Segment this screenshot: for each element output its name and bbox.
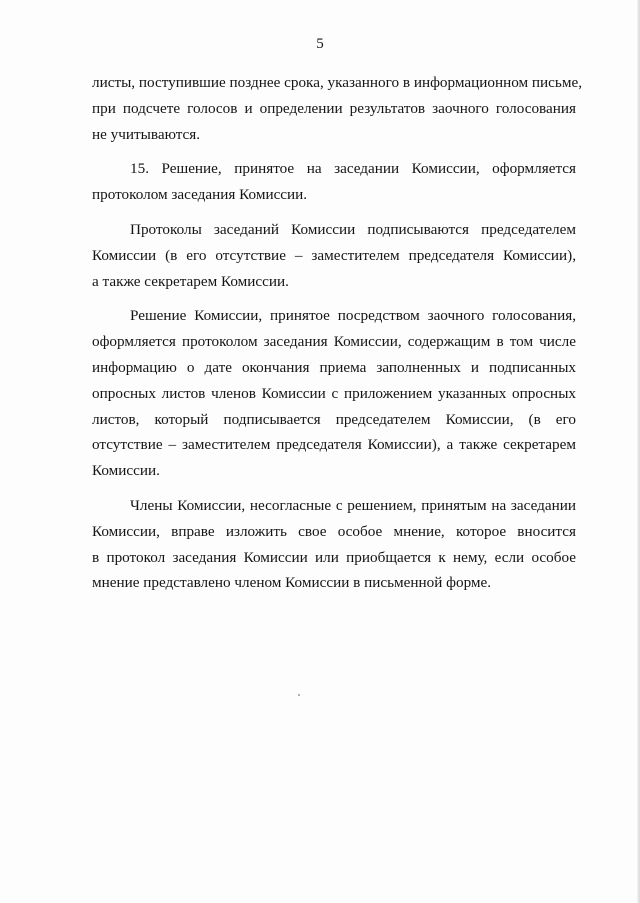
- text-line: мнение представлено членом Комиссии в письменной форме.: [92, 574, 492, 592]
- text-line: опросных листов членов Комиссии с приложением указанных опросных: [92, 384, 576, 402]
- document-body: [92, 70, 583, 605]
- text-line: информацию о дате окончания приема заполненных и подписанных: [92, 358, 576, 376]
- text-line: оформляется протоколом заседания Комиссии, содержащим в том числе: [92, 333, 576, 351]
- text-line: отсутствие – заместителем председателя Комиссии), а также секретарем: [92, 436, 576, 454]
- text-line: 15. Решение, принятое на заседании Комиссии, оформляется: [130, 160, 576, 178]
- text-line: листов, который подписывается председателем Комиссии, (в его: [92, 410, 576, 428]
- paragraph-absentee-voting-decision: [92, 303, 576, 484]
- paragraph-ballots-not-counted: [92, 70, 583, 147]
- paragraph-dissenting-opinion: [92, 493, 576, 596]
- text-line: Решение Комиссии, принятое посредством заочного голосования,: [130, 307, 576, 325]
- scan-speck: [298, 694, 300, 696]
- text-line: Протоколы заседаний Комиссии подписываются председателем: [130, 220, 576, 238]
- text-line: Комиссии, вправе изложить свое особое мнение, которое вносится: [92, 522, 576, 540]
- text-line: не учитываются.: [92, 125, 201, 143]
- text-line: Комиссии.: [92, 462, 160, 480]
- text-line: а также секретарем Комиссии.: [92, 272, 289, 290]
- paragraph-15-decision: [92, 156, 576, 208]
- text-line: протоколом заседания Комиссии.: [92, 186, 308, 204]
- paragraph-protocols-signed: [92, 217, 576, 294]
- text-line: при подсчете голосов и определении результатов заочного голосования: [92, 99, 576, 117]
- page-number: 5: [316, 36, 324, 52]
- text-line: Члены Комиссии, несогласные с решением, принятым на заседании: [130, 496, 576, 514]
- text-line: листы, поступившие позднее срока, указанного в информационном письме,: [92, 74, 583, 91]
- text-line: в протокол заседания Комиссии или приобщается к нему, если особое: [92, 548, 576, 566]
- text-line: Комиссии (в его отсутствие – заместителем председателя Комиссии),: [92, 246, 576, 264]
